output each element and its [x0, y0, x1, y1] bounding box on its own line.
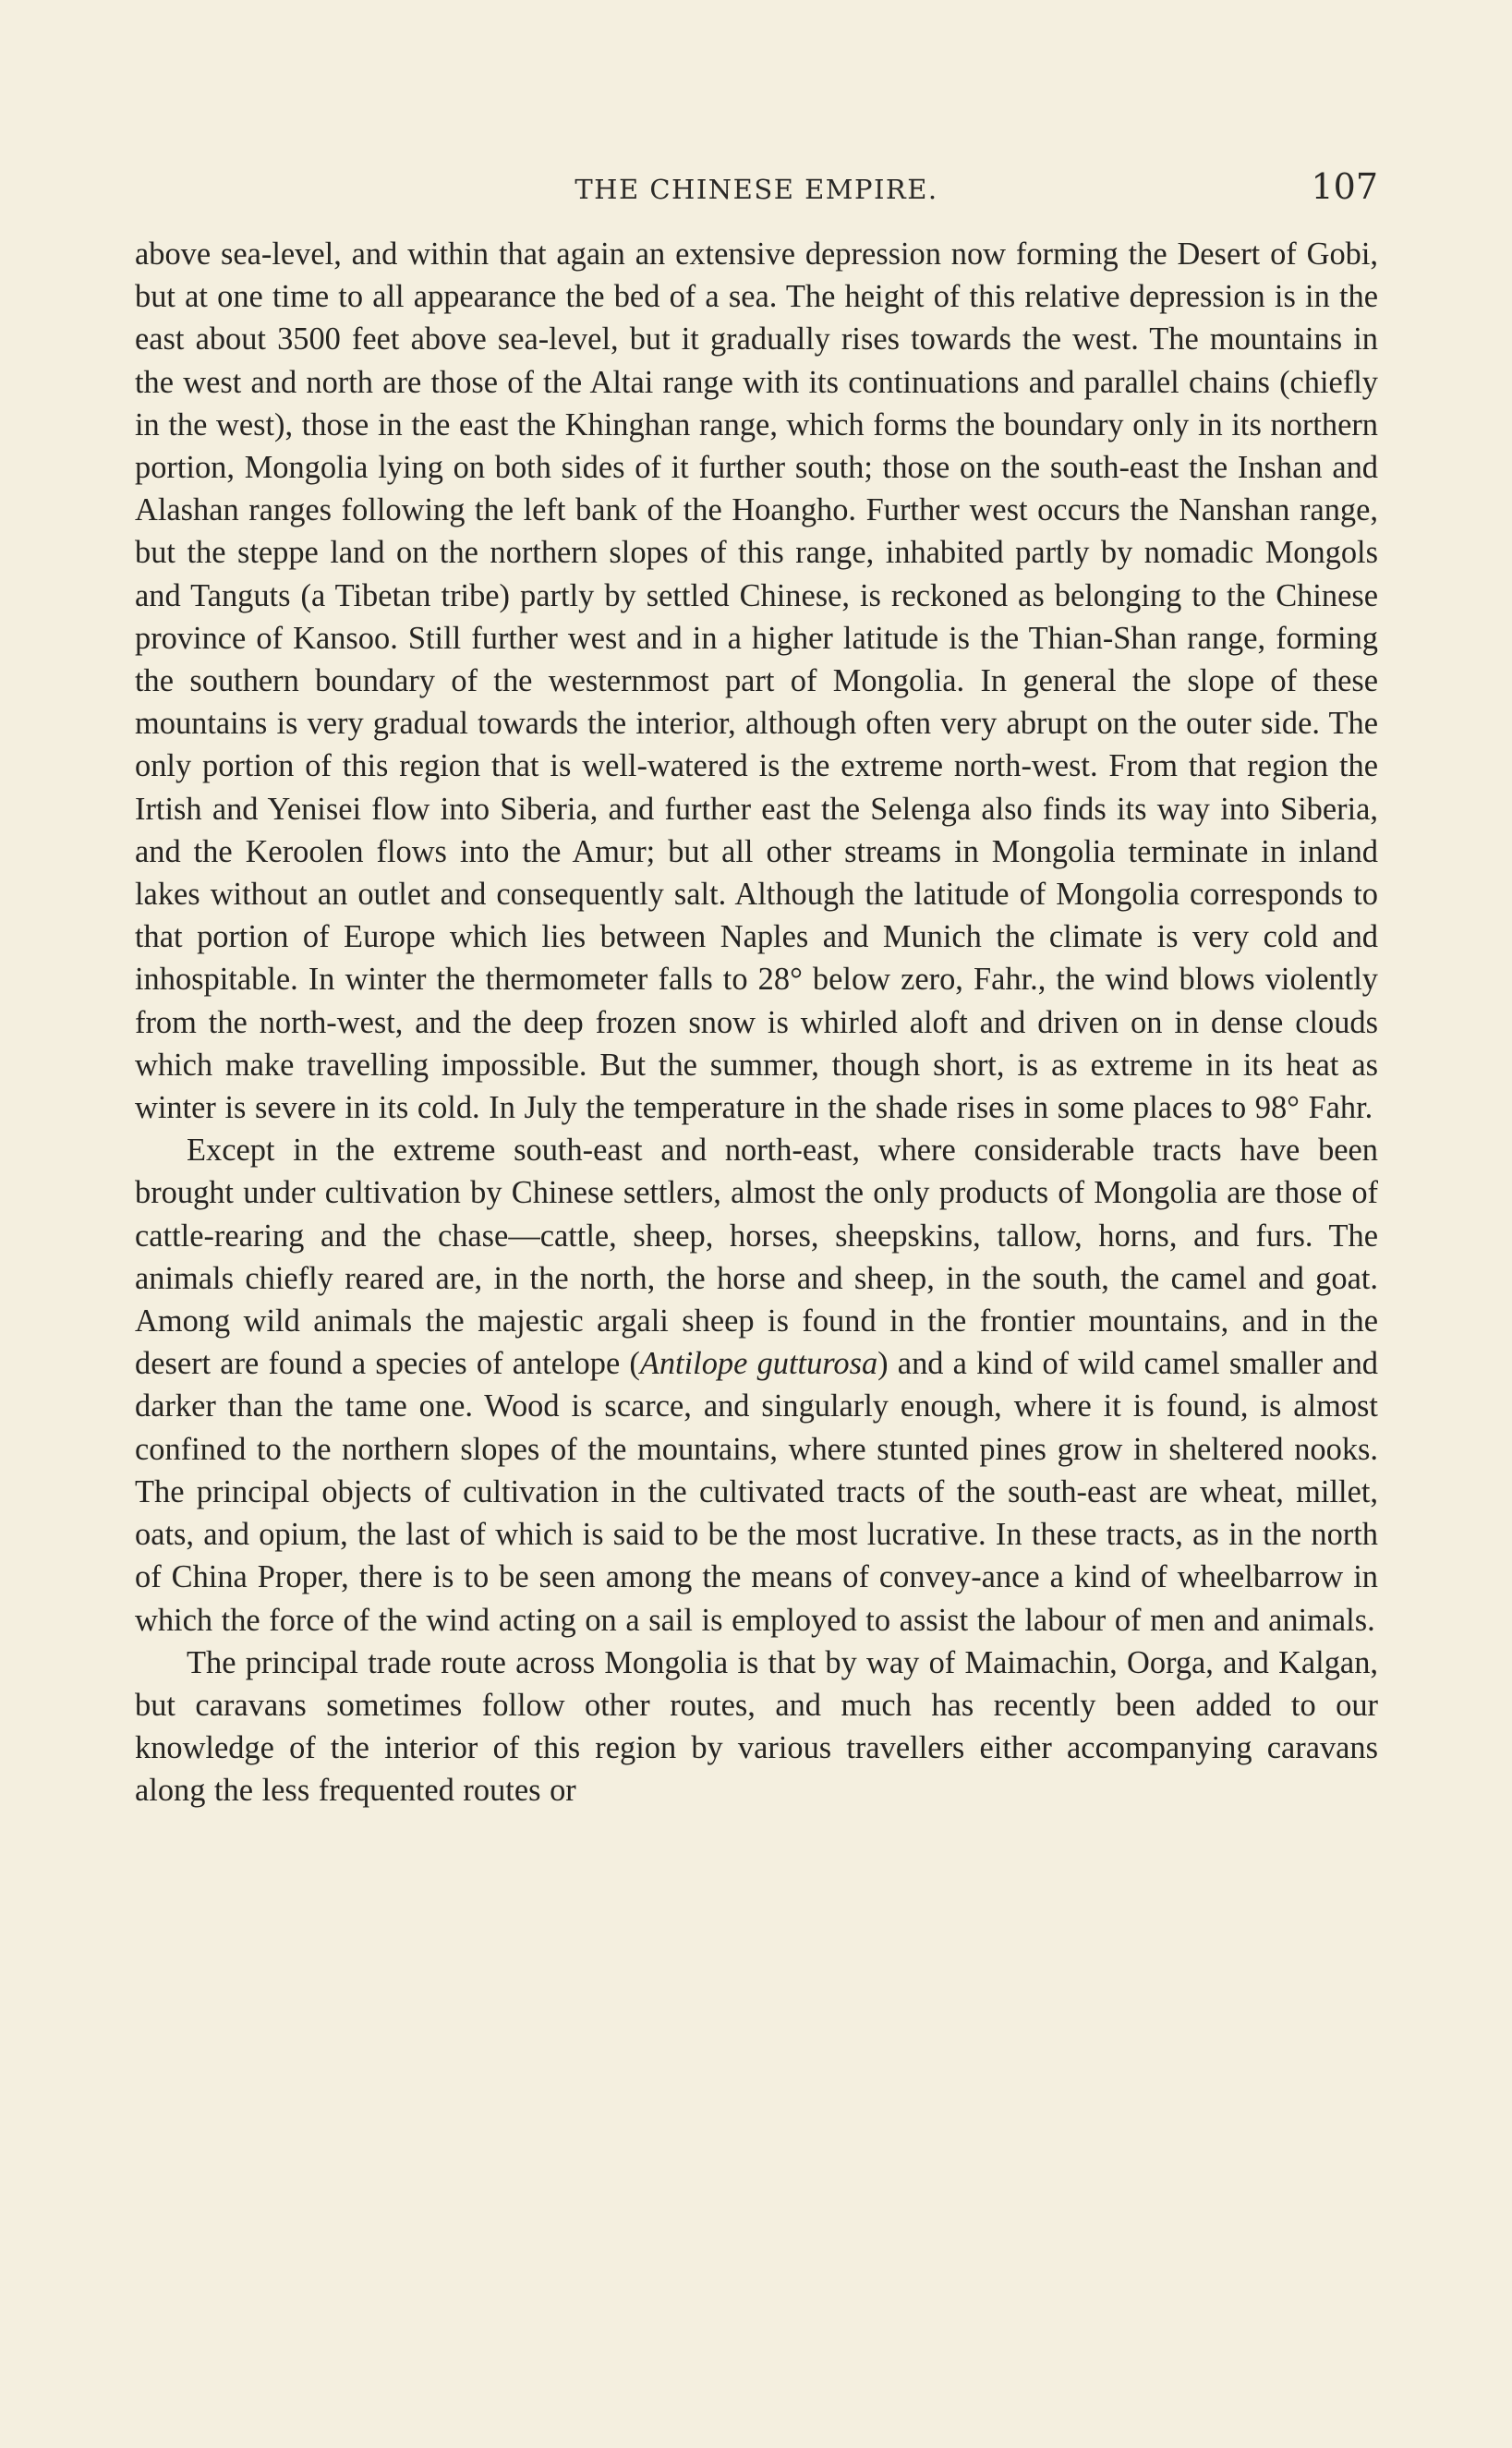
paragraph-1: above sea-level, and within that again an extensive depression now forming the Desert of Gobi, but at one time to all appearance the bed of a sea. The height of this relative depression is in the east about 3500 feet above sea-level, but it gradually rises towards the west. The mountains in the west and north are those of the Altai range with its continuations and parallel chains (chiefly in the west), those in the east the Khinghan range, which forms the boundary only in its northern portion, Mongolia lying on both sides of it further south; those on the south-east the Inshan and Alashan ranges following the left bank of the Hoangho. Further west occurs the Nanshan range, but the steppe land on the northern slopes of this range, inhabited partly by nomadic Mongols and Tanguts (a Tibetan tribe) partly by settled Chinese, is reckoned as belonging to the Chinese province of Kansoo. Still further west and in a higher latitude is the Thian-Shan range, forming the southern boundary of the westernmost part of Mongolia. In general the slope of these mountains is very gradual towards the interior, although often very abrupt on the outer side. The only portion of this region that is well-watered is the extreme north-west. From that region the Irtish and Yenisei flow into Siberia, and further east the Selenga also finds its way into Siberia, and the Keroolen flows into the Amur; but all other streams in Mongolia terminate in inland lakes without an outlet and consequently salt. Although the latitude of Mongolia corresponds to that portion of Europe which lies between Naples and Munich the climate is very cold and inhospitable. In winter the thermometer falls to 28° below zero, Fahr., the wind blows violently from the north-west, and the deep frozen snow is whirled aloft and driven on in dense clouds which make travelling impossible. But the summer, though short, is as extreme in its heat as winter is severe in its cold. In July the temperature in the shade rises in some places to 98° Fahr.	[135, 236, 1378, 1126]
species-name-italic: Antilope gutturosa	[639, 1346, 878, 1382]
paragraph-2	[135, 1129, 1378, 1641]
paragraph-2-text-end: ) and a kind of wild camel smaller and darker than the tame one. Wood is scarce, and singularly enough, where it is found, is almost confined to the northern slopes of the mountains, where stunted pines grow in sheltered nooks. The principal objects of cultivation in the cultivated tracts of the south-east are wheat, millet, oats, and opium, the last of which is said to be the most lucrative. In these tracts, as in the north of China Proper, there is to be seen among the means of convey-ance a kind of wheelbarrow in which the force of the wind acting on a sail is employed to assist the labour of men and animals.	[135, 1346, 1378, 1638]
body-text	[135, 233, 1378, 1812]
paragraph-2-text-start: Except in the extreme south-east and north-east, where considerable tracts have been brought under cultivation by Chinese settlers, almost the only products of Mongolia are those of cattle-rearing and the chase—cattle, sheep, horses, sheepskins, tallow, horns, and furs. The animals chiefly reared are, in the north, the horse and sheep, in the south, the camel and goat. Among wild animals the majestic argali sheep is found in the frontier mountains, and in the desert are found a species of antelope (	[135, 1133, 1378, 1382]
running-title: THE CHINESE EMPIRE.	[575, 174, 938, 205]
page-number: 107	[1311, 166, 1378, 207]
running-head	[135, 166, 1378, 212]
paragraph-3: The principal trade route across Mongolia is that by way of Maimachin, Oorga, and Kalgan, but caravans sometimes follow other routes, and much has recently been added to our knowledge of the interior of this region by various travellers either accompanying caravans along the less frequented routes or	[135, 1644, 1378, 1809]
